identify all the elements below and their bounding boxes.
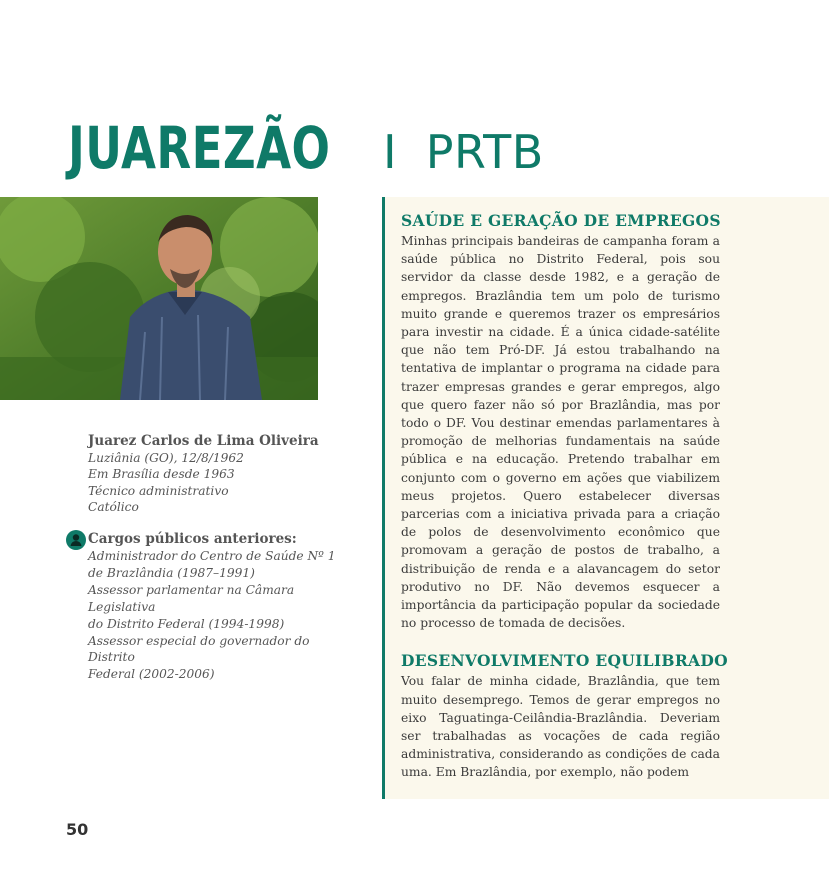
section-text-development: Vou falar de minha cidade, Brazlândia, que tem muito desemprego. Temos de gerar empregos no eixo Taguatinga-Ceilândia-Brazlândia. Deveriam ser trabalhadas as vocações de cada região administrativa, considerando as condições de cada uma. Em Brazlândia, por exemplo, não podem bbox=[401, 674, 720, 780]
section-text-health: Minhas principais bandeiras de campanha foram a saúde pública no Distrito Federal, pois sou servidor da classe desde 1982, e a geração de empregos. Brazlândia tem um polo de turismo muito grande e queremos trazer os empresários para investir na cidade. É a única cidade-satélite que não tem Pró-DF. Já estou trabalhando na tentativa de implantar o programa na cidade para trazer empresas grandes e gerar empregos, algo que quero fazer não só por Brazlândia, mas por todo o DF. Vou destinar emendas parlamentares à promoção de melhorias fundamentais na saúde pública e na educação. Pretendo trabalhar em conjunto com o governo em ações que viabilizem meus projetos. Quero estabelecer diversas parcerias com a iniciativa privada para a criação de polos de desenvolvimento econômico que promovam a geração de postos de trabalho, a distribuição de renda e a alavancagem do setor produtivo no DF. Não devemos esquecer a importância da participação popular da sociedade no processo de tomada de decisões. bbox=[401, 234, 720, 631]
title-separator: I bbox=[383, 125, 398, 179]
section-heading-development: DESENVOLVIMENTO EQUILIBRADO bbox=[401, 651, 728, 671]
position-item: Assessor parlamentar na Câmara Legislativa bbox=[88, 582, 295, 614]
positions-title: Cargos públicos anteriores: bbox=[88, 531, 297, 547]
position-item: Administrador do Centro de Saúde Nº 1 bbox=[88, 549, 336, 563]
bio-religion: Católico bbox=[88, 499, 139, 514]
page-number: 50 bbox=[66, 820, 89, 839]
bio-birthplace: Luziânia (GO), 12/8/1962 bbox=[88, 451, 244, 465]
person-badge-icon bbox=[66, 530, 86, 554]
candidate-title bbox=[68, 108, 578, 192]
bio-full-name: Juarez Carlos de Lima Oliveira bbox=[88, 433, 319, 449]
bio-residence: Em Brasília desde 1963 bbox=[88, 467, 235, 482]
position-item: de Brazlândia (1987–1991) bbox=[88, 565, 255, 580]
position-item: Federal (2002-2006) bbox=[88, 667, 215, 682]
previous-positions bbox=[66, 530, 356, 683]
candidate-name: JUAREZÃO bbox=[68, 114, 331, 182]
bio-occupation: Técnico administrativo bbox=[88, 483, 229, 498]
position-item: Assessor especial do governador do Distrito bbox=[88, 633, 310, 665]
candidate-bio bbox=[88, 432, 348, 515]
party-name: PRTB bbox=[425, 125, 544, 179]
vertical-divider bbox=[382, 197, 385, 799]
position-item: do Distrito Federal (1994-1998) bbox=[88, 616, 285, 631]
proposals-content bbox=[401, 210, 728, 782]
candidate-photo bbox=[0, 197, 318, 400]
section-heading-health: SAÚDE E GERAÇÃO DE EMPREGOS bbox=[401, 211, 721, 230]
